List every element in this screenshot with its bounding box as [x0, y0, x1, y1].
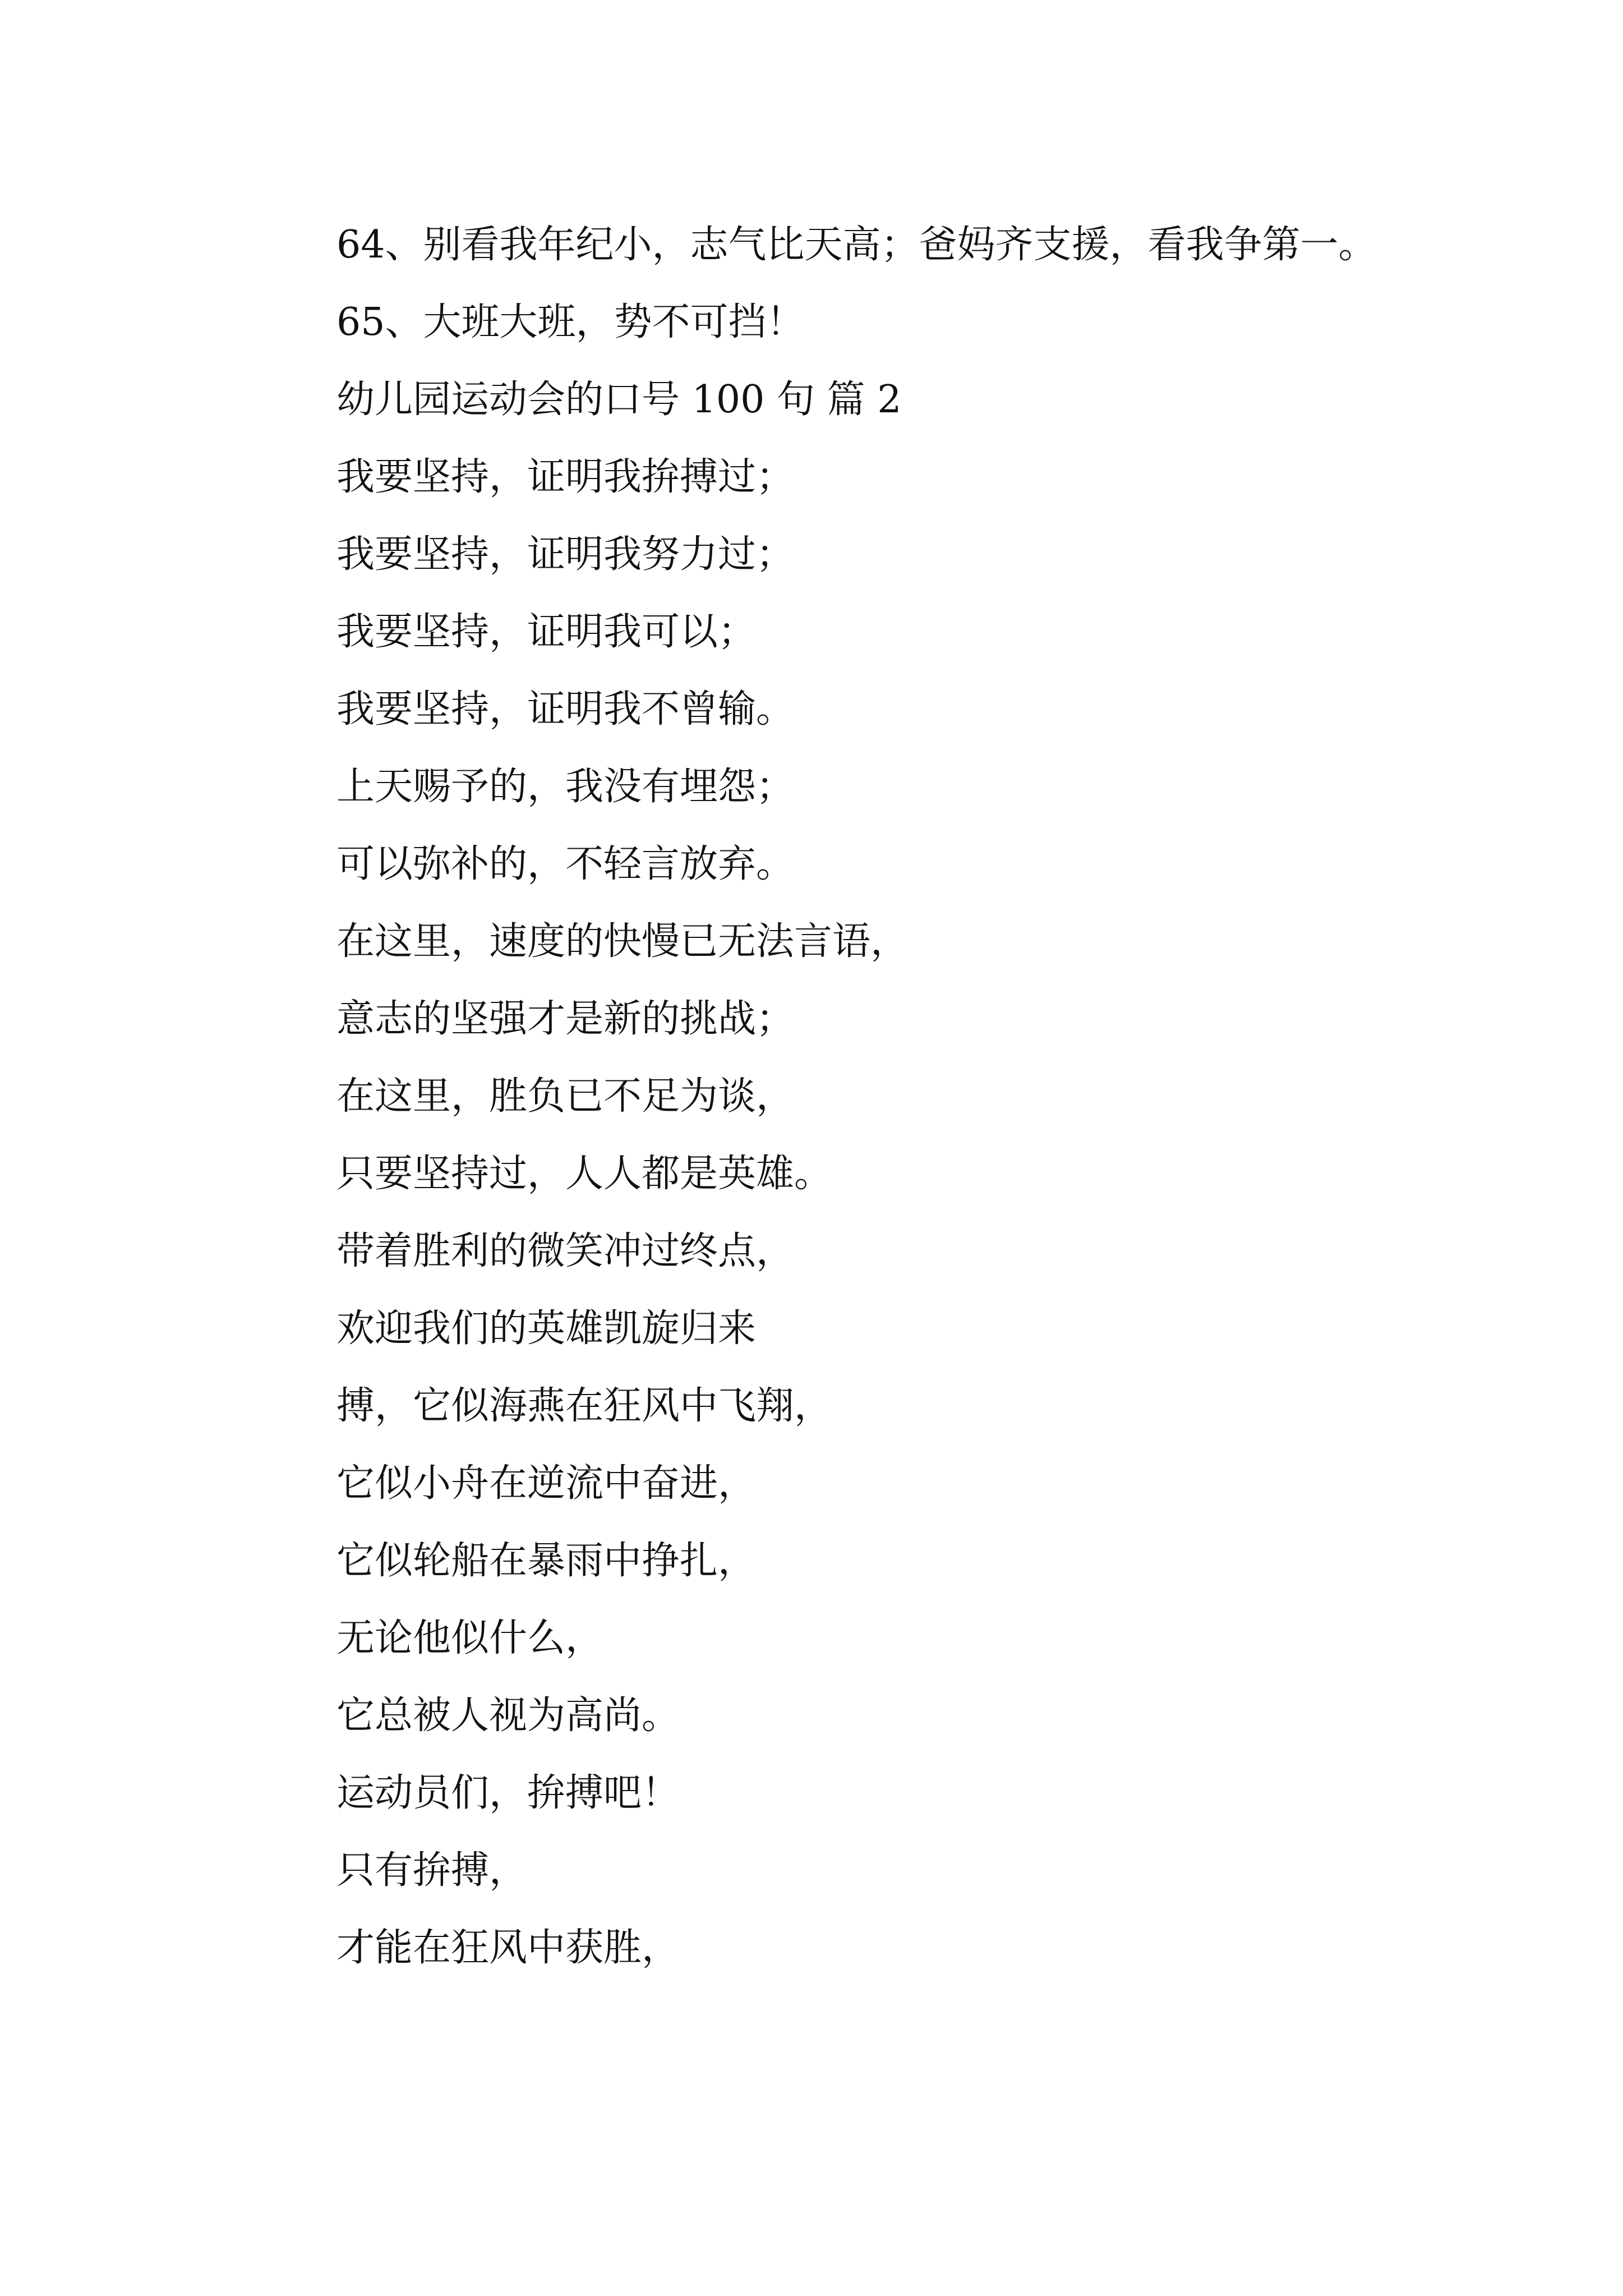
paragraph: 我要坚持，证明我可以； [336, 610, 757, 654]
paragraph: 上天赐予的，我没有埋怨； [336, 765, 795, 809]
paragraph: 它似小舟在逆流中奋进， [336, 1461, 757, 1506]
paragraph: 我要坚持，证明我努力过； [336, 532, 795, 577]
paragraph: 我要坚持，证明我不曾输。 [336, 687, 795, 731]
section-heading: 幼儿园运动会的口号 100 句 篇 2 [336, 378, 902, 422]
paragraph: 搏，它似海燕在狂风中飞翔， [336, 1384, 833, 1428]
paragraph: 才能在狂风中获胜， [336, 1926, 680, 1970]
paragraph: 65、大班大班，势不可挡！ [336, 300, 805, 344]
document-body [247, 206, 1385, 1987]
paragraph: 在这里，速度的快慢已无法言语， [336, 919, 909, 964]
paragraph: 我要坚持，证明我拚搏过； [336, 455, 795, 499]
paragraph: 它总被人视为高尚。 [336, 1694, 680, 1738]
paragraph: 无论他似什么， [336, 1616, 604, 1660]
paragraph: 只有拚搏， [336, 1848, 528, 1893]
paragraph: 在这里，胜负已不足为谈， [336, 1074, 795, 1119]
paragraph: 它似轮船在暴雨中挣扎， [336, 1539, 757, 1583]
paragraph: 可以弥补的，不轻言放弃。 [336, 842, 795, 886]
paragraph: 64、别看我年纪小，志气比天高；爸妈齐支援，看我争第一。 [336, 223, 1377, 267]
paragraph: 运动员们，拚搏吧！ [336, 1771, 680, 1815]
paragraph: 带着胜利的微笑冲过终点， [336, 1229, 795, 1273]
paragraph: 欢迎我们的英雄凯旋归来 [336, 1306, 757, 1351]
paragraph: 只要坚持过，人人都是英雄。 [336, 1152, 833, 1196]
paragraph: 意志的坚强才是新的挑战； [336, 997, 795, 1041]
